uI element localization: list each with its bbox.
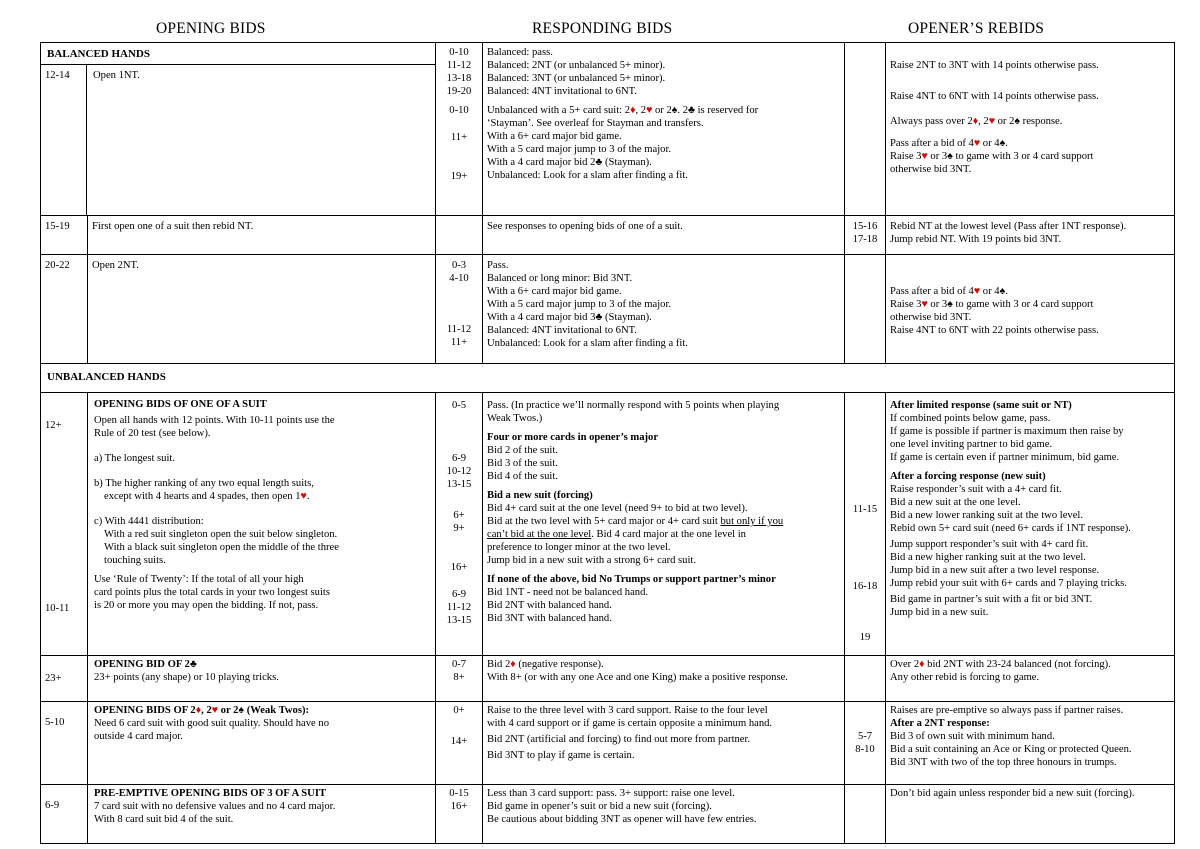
rebid-line: Any other rebid is forcing to game. [890,672,1040,683]
resp-pts: 9+ [453,523,465,534]
open-line: c) With 4441 distribution: [94,516,204,527]
resp-points-col [436,43,483,216]
rebid-text-col [886,216,1175,255]
rebid-line: Bid 3NT with two of the top three honours in trumps. [890,757,1117,768]
rebid-line: Jump rebid your suit with 6+ cards and 7 playing tricks. [890,578,1127,589]
resp-line: Balanced: 4NT invitational to 6NT. [487,86,637,97]
resp-pts: 11-12 [446,324,472,335]
resp-line: Bid 1NT - need not be balanced hand. [487,587,649,598]
resp-line: Bid 3 of the suit. [487,458,558,469]
resp-pts: 11+ [450,337,468,348]
row-unbalanced-header [41,364,1175,393]
resp-heading: If none of the above, bid No Trumps or support partner’s minor [487,574,776,585]
resp-heading: Bid a new suit (forcing) [487,490,593,501]
row-balanced-15-19 [41,216,1175,255]
resp-line: Unbalanced: Look for a slam after finding a fit. [487,170,688,181]
rebid-line: Jump bid in a new suit after a two level response. [890,565,1100,576]
rebid-line: Bid a suit containing an Ace or King or protected Queen. [890,744,1132,755]
rebid-line: Raises are pre-emptive so always pass if partner raises. [890,705,1124,716]
open-line: a) The longest suit. [94,453,176,464]
open-line: Rule of 20 test (see below). [94,428,211,439]
rebid-pts: 8-10 [855,744,875,755]
row-balanced-12-14 [41,43,1175,216]
row-pre-emptive [41,785,1175,844]
header-openers-rebids: OPENER’S REBIDS [908,20,1045,37]
resp-line: ‘Stayman’. See overleaf for Stayman and transfers. [487,118,704,129]
rebid-line: If combined points below game, pass. [890,413,1051,424]
resp-pts: 8+ [453,672,465,683]
resp-line: Be cautious about bidding 3NT as opener will have few entries. [487,814,757,825]
resp-pts: 19+ [450,171,468,182]
resp-line: With a 5 card major jump to 3 of the major. [487,299,672,310]
open-line: b) The higher ranking of any two equal length suits, [94,478,314,489]
rebid-points-col [845,702,886,785]
open-one-suit-col [88,393,436,656]
resp-pts: 0-10 [449,105,469,116]
rebid-pts: 16-18 [852,581,878,592]
open-1nt-text: Open 1NT. [93,70,140,81]
resp-line: Bid 3NT to play if game is certain. [487,750,635,761]
resp-pts: 6+ [453,510,465,521]
resp-text-col [483,785,845,844]
rebid-points-col [845,255,886,364]
resp-points-col [436,255,483,364]
resp-line-suits: Unbalanced with a 5+ card suit: 2♦, 2♥ or 2♠. 2♣ is reserved for [487,105,759,116]
rebid-points-col [845,656,886,702]
rebid-pts: 15-16 [852,221,878,232]
resp-line: Pass. (In practice we’ll normally respond with 5 points when playing [487,400,780,411]
rebid-line: Bid a new suit at the one level. [890,497,1021,508]
open-one-suit-title: OPENING BIDS OF ONE OF A SUIT [94,399,267,410]
rebid-points-col [845,393,886,656]
rebid-line-suits: Pass after a bid of 4♥ or 4♠. [890,286,1008,297]
resp-line: With a 4 card major bid 3♣ (Stayman). [487,312,652,323]
open-line: Open all hands with 12 points. With 10-11 points use the [94,415,335,426]
resp-points-col [436,656,483,702]
resp-pts: 11-12 [446,602,472,613]
resp-15-19-text: See responses to opening bids of one of a suit. [483,216,845,255]
resp-pts: 0+ [453,705,465,716]
open-line: With 8 card suit bid 4 of the suit. [94,814,234,825]
points-5-10: 5-10 [41,702,88,785]
resp-pts: 13-18 [446,73,472,84]
resp-pts: 16+ [450,801,468,812]
resp-points-col [436,393,483,656]
resp-line: Bid 2NT (artificial and forcing) to find out more from partner. [487,734,751,745]
header-opening-bids: OPENING BIDS [156,20,266,37]
open-2nt-text: Open 2NT. [88,255,436,364]
resp-text-col [483,43,845,216]
rebid-line: otherwise bid 3NT. [890,164,972,175]
rebid-points-col [845,216,886,255]
resp-line: With a 6+ card major bid game. [487,286,622,297]
rebid-text-col [886,255,1175,364]
open-line: With a black suit singleton open the middle of the three [104,542,339,553]
bidding-table [40,42,1175,844]
points-12-plus: 12+ [45,420,62,431]
resp-line: With a 5 card major jump to 3 of the major. [487,144,672,155]
resp-line: Balanced: 4NT invitational to 6NT. [487,325,637,336]
resp-line: Raise to the three level with 3 card support. Raise to the four level [487,705,768,716]
open-pre-emptive-title: PRE-EMPTIVE OPENING BIDS OF 3 OF A SUIT [94,788,327,799]
resp-line: Jump bid in a new suit with a strong 6+ card suit. [487,555,696,566]
points-6-9: 6-9 [41,785,88,844]
section-balanced-hands: BALANCED HANDS [41,43,435,65]
open-line: card points plus the total cards in your two longest suits [94,587,330,598]
points-23-plus: 23+ [41,656,88,702]
open-line: outside 4 card major. [94,731,183,742]
resp-pts: 0-15 [449,788,469,799]
open-weak-twos-col [88,702,436,785]
points-15-19: 15-19 [41,216,88,255]
rebid-text-col [886,702,1175,785]
rebid-line: If game is possible if partner is maximum then raise by [890,426,1124,437]
rebid-heading: After limited response (same suit or NT) [890,400,1072,411]
resp-line: Bid 4+ card suit at the one level (need 9+ to bid at two level). [487,503,748,514]
rebid-pts: 17-18 [852,234,878,245]
section-unbalanced-hands: UNBALANCED HANDS [41,364,1175,393]
rebid-line: Don’t bid again unless responder bid a new suit (forcing). [890,788,1135,799]
open-15-19-text: First open one of a suit then rebid NT. [88,216,436,255]
rebid-line: Bid game in partner’s suit with a fit or bid 3NT. [890,594,1093,605]
rebid-heading: After a forcing response (new suit) [890,471,1046,482]
rebid-text-col [886,393,1175,656]
open-line: touching suits. [104,555,166,566]
points-12-14: 12-14 [41,65,87,215]
rebid-line-suits: Over 2♦ bid 2NT with 23-24 balanced (not forcing). [890,659,1111,670]
open-cell-1nt [41,43,436,216]
rebid-line: Jump support responder’s suit with 4+ card fit. [890,539,1089,550]
row-one-of-a-suit [41,393,1175,656]
rebid-pts: 5-7 [857,731,873,742]
open-weak-twos-title: OPENING BIDS OF 2♦, 2♥ or 2♠ (Weak Twos): [94,705,309,716]
resp-line: Balanced: 3NT (or unbalanced 5+ minor). [487,73,666,84]
resp-line: Balanced: 2NT (or unbalanced 5+ minor). [487,60,666,71]
resp-pts: 6-9 [451,589,467,600]
rebid-line: otherwise bid 3NT. [890,312,972,323]
open-line: is 20 or more you may open the bidding. If not, pass. [94,600,319,611]
resp-line-underlined: Bid at the two level with 5+ card major or 4+ card suit but only if you [487,516,784,527]
rebid-line: If game is certain even if partner minimum, bid game. [890,452,1120,463]
resp-pts: 0-3 [451,260,467,271]
open-line: 23+ points (any shape) or 10 playing tricks. [94,672,279,683]
resp-line: preference to longer minor at the two level. [487,542,671,553]
points-20-22: 20-22 [41,255,88,364]
resp-pts: 11+ [450,132,468,143]
resp-line: with 4 card support or if game is certain opposite a minimum hand. [487,718,773,729]
resp-heading: Four or more cards in opener’s major [487,432,659,443]
resp-points-col [436,702,483,785]
resp-pts: 19-20 [446,86,472,97]
rebid-line: one level inviting partner to bid game. [890,439,1053,450]
resp-pts: 0-7 [451,659,467,670]
resp-line-suits: Bid 2♦ (negative response). [487,659,604,670]
resp-line: With a 6+ card major bid game. [487,131,622,142]
row-opening-2-clubs [41,656,1175,702]
header-responding-bids: RESPONDING BIDS [532,20,673,37]
rebid-line-suits: Raise 3♥ or 3♠ to game with 3 or 4 card support [890,151,1094,162]
open-line: 7 card suit with no defensive values and no 4 card major. [94,801,336,812]
resp-pts: 14+ [450,736,468,747]
rebid-line: Jump rebid NT. With 19 points bid 3NT. [890,234,1062,245]
rebid-line: Rebid own 5+ card suit (need 6+ cards if 1NT response). [890,523,1131,534]
row-balanced-20-22 [41,255,1175,364]
rebid-text-col [886,656,1175,702]
resp-line: Pass. [487,260,509,271]
resp-line: Bid 4 of the suit. [487,471,558,482]
rebid-line-suits: Pass after a bid of 4♥ or 4♠. [890,138,1008,149]
open-pre-emptive-col [88,785,436,844]
resp-line: Balanced or long minor: Bid 3NT. [487,273,633,284]
open-line: Need 6 card suit with good suit quality. Should have no [94,718,329,729]
rebid-line: Jump bid in a new suit. [890,607,989,618]
points-col [41,393,88,656]
rebid-line: Raise responder’s suit with a 4+ card fit. [890,484,1062,495]
resp-line-underlined: can’t bid at the one level. Bid 4 card major at the one level in [487,529,746,540]
open-line-suits: except with 4 hearts and 4 spades, then open 1♥. [104,491,310,502]
resp-pts: 4-10 [449,273,469,284]
rebid-line-suits: Raise 3♥ or 3♠ to game with 3 or 4 card support [890,299,1094,310]
rebid-line-suits: Always pass over 2♦, 2♥ or 2♠ response. [890,116,1063,127]
resp-pts: 10-12 [446,466,472,477]
resp-line: Bid 2 of the suit. [487,445,558,456]
rebid-line: Raise 4NT to 6NT with 22 points otherwise pass. [890,325,1099,336]
resp-pts: 6-9 [451,453,467,464]
rebid-points-col [845,43,886,216]
rebid-pts: 19 [859,632,871,643]
empty-cell [436,216,483,255]
resp-pts: 0-5 [451,400,467,411]
resp-text-col [483,702,845,785]
open-2-clubs-title: OPENING BID OF 2♣ [94,659,197,670]
open-line: With a red suit singleton open the suit below singleton. [104,529,338,540]
resp-line: Unbalanced: Look for a slam after finding a fit. [487,338,688,349]
rebid-line: Bid a new lower ranking suit at the two level. [890,510,1083,521]
resp-pts: 13-15 [446,615,472,626]
rebid-line: Bid a new higher ranking suit at the two level. [890,552,1086,563]
resp-line: Weak Twos.) [487,413,543,424]
rebid-line: Rebid NT at the lowest level (Pass after 1NT response). [890,221,1127,232]
resp-points-col [436,785,483,844]
rebid-text-col [886,43,1175,216]
resp-line: With 8+ (or with any one Ace and one King) make a positive response. [487,672,788,683]
rebid-line: Raise 2NT to 3NT with 14 points otherwise pass. [890,60,1099,71]
resp-line: With a 4 card major bid 2♣ (Stayman). [487,157,652,168]
open-line: Use ‘Rule of Twenty’: If the total of all your high [94,574,304,585]
rebid-line: Raise 4NT to 6NT with 14 points otherwise pass. [890,91,1099,102]
resp-line: Bid 3NT with balanced hand. [487,613,612,624]
resp-line: Less than 3 card support: pass. 3+ support: raise one level. [487,788,735,799]
resp-text-col [483,255,845,364]
resp-line: Balanced: pass. [487,47,553,58]
rebid-heading: After a 2NT response: [890,718,990,729]
rebid-pts: 11-15 [852,504,878,515]
resp-line: Bid game in opener’s suit or bid a new suit (forcing). [487,801,712,812]
resp-pts: 11-12 [446,60,472,71]
resp-pts: 0-10 [449,47,469,58]
resp-text-col [483,656,845,702]
resp-text-col [483,393,845,656]
rebid-text-col [886,785,1175,844]
rebid-line: Bid 3 of own suit with minimum hand. [890,731,1055,742]
row-weak-twos [41,702,1175,785]
rebid-points-col [845,785,886,844]
open-2-clubs-col [88,656,436,702]
resp-pts: 13-15 [446,479,472,490]
points-10-11: 10-11 [45,603,70,614]
resp-pts: 16+ [450,562,468,573]
resp-line: Bid 2NT with balanced hand. [487,600,612,611]
